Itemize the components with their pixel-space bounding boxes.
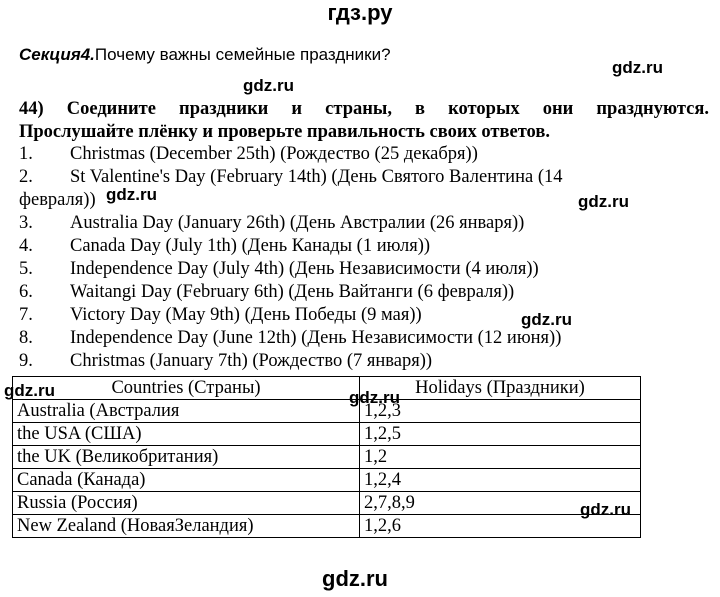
table-row [13,423,641,446]
table-row [13,492,641,515]
holidays-cell: 1,2,3 [360,400,641,423]
list-item: 4. Canada Day (July 1th) (День Канады (1 июля)) [19,236,431,256]
list-item: 1. Christmas (December 25th) (Рождество (25 декабря)) [19,144,478,164]
country-cell: Canada (Канада) [13,469,360,492]
watermark: gdz.ru [243,76,294,95]
country-cell: New Zealand (НоваяЗеландия) [13,515,360,538]
list-item: 2. St Valentine's Day (February 14th) (День Святого Валентина (14 февраля)) [19,167,563,210]
table-row [13,469,641,492]
holidays-cell: 1,2 [360,446,641,469]
table-row [13,446,641,469]
section-label: Секция4. [19,45,95,64]
watermark: gdz.ru [580,500,631,519]
holidays-cell: 1,2,5 [360,423,641,446]
column-header-countries: Countries (Страны) [13,377,360,400]
column-header-holidays: Holidays (Праздники) [360,377,641,400]
watermark: gdz.ru [4,381,55,400]
holidays-cell: 1,2,4 [360,469,641,492]
task-line-2: Прослушайте плёнку и проверьте правильность своих ответов. [19,122,550,142]
list-item: 8. Independence Day (June 12th) (День Независимости (12 июня)) [19,328,562,348]
section-heading [19,45,391,65]
list-item: 6. Waitangi Day (February 6th) (День Вайтанги (6 февраля)) [19,282,515,302]
watermark: gdz.ru [521,310,572,329]
task-line-1: 44) Соедините праздники и страны, в которых они празднуются. [19,99,709,119]
holidays-cell: 1,2,6 [360,515,641,538]
country-cell: the USA (США) [13,423,360,446]
table-header-row [13,377,641,400]
watermark: gdz.ru [349,388,400,407]
answer-table [12,376,641,538]
holidays-cell: 2,7,8,9 [360,492,641,515]
list-item: 5. Independence Day (July 4th) (День Независимости (4 июля)) [19,259,539,279]
list-item: 9. Christmas (January 7th) (Рождество (7 января)) [19,351,433,371]
section-title: Почему важны семейные праздники? [94,45,391,64]
site-title: гдз.ру [327,0,393,25]
list-item: 7. Victory Day (May 9th) (День Победы (9 мая)) [19,305,422,325]
task-instruction [19,98,709,144]
watermark: gdz.ru [612,58,663,77]
country-cell: Australia (Австралия [13,400,360,423]
table-row [13,515,641,538]
country-cell: the UK (Великобритания) [13,446,360,469]
watermark: gdz.ru [106,185,157,204]
holiday-list [19,143,709,373]
list-item: 3. Australia Day (January 26th) (День Австралии (26 января)) [19,213,525,233]
table-row [13,400,641,423]
country-cell: Russia (Россия) [13,492,360,515]
watermark: gdz.ru [322,566,388,591]
watermark: gdz.ru [578,192,629,211]
